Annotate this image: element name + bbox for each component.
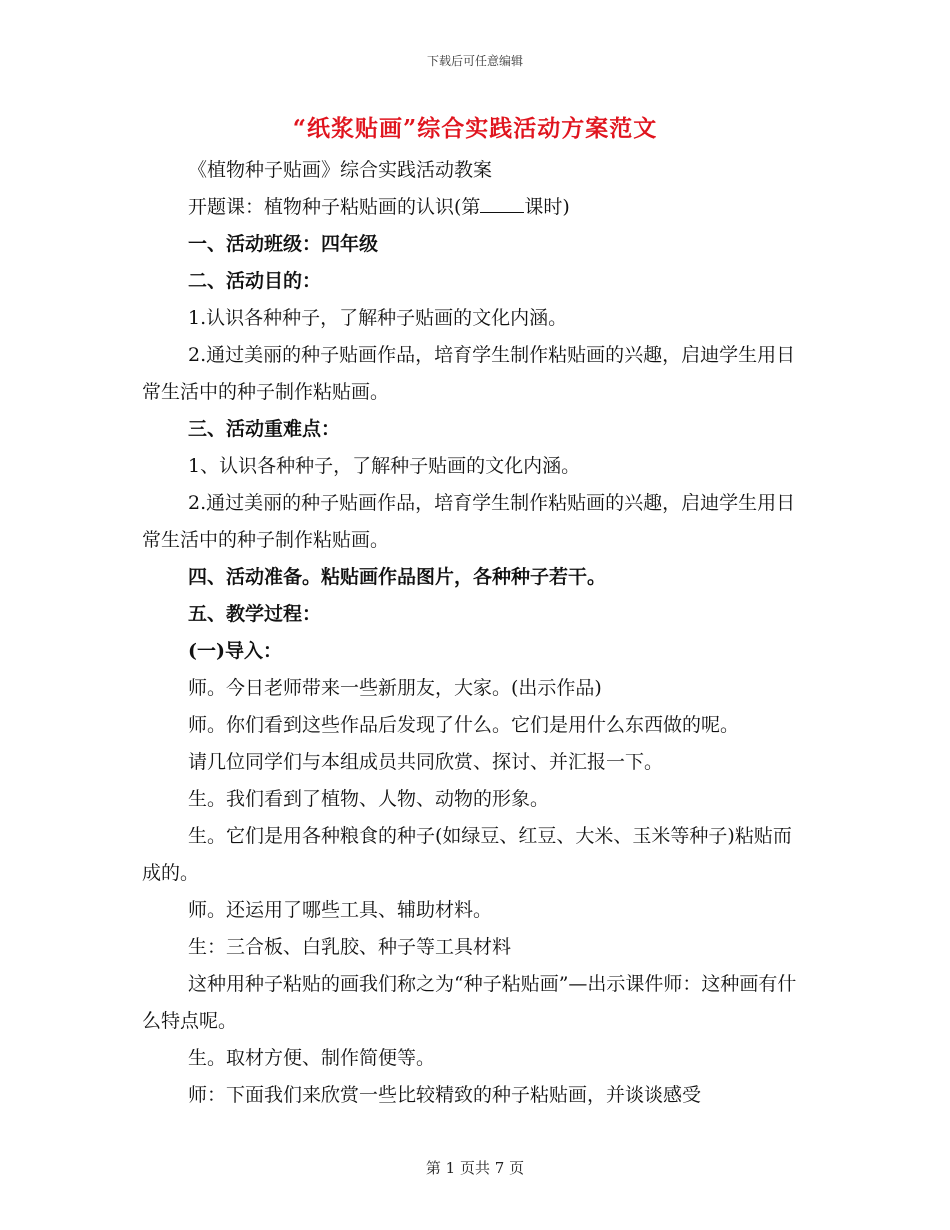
paragraph-d8: 这种用种子粘贴的画我们称之为“种子粘贴画”—出示课件师：这种画有什么特点呢。 xyxy=(142,973,797,1032)
paragraph-g1: 1.认识各种种子，了解种子贴画的文化内涵。 xyxy=(188,307,568,329)
page-footer: 第 1 页共 7 页 xyxy=(425,1159,525,1177)
paragraph-d1: 师。今日老师带来一些新朋友，大家。(出示作品) xyxy=(188,677,602,699)
lesson-number-blank xyxy=(480,194,524,213)
document-body xyxy=(142,152,822,1114)
paragraph-d4: 生。我们看到了植物、人物、动物的形象。 xyxy=(188,788,550,810)
paragraph-d6: 师。还运用了哪些工具、辅助材料。 xyxy=(188,899,493,921)
lesson-plan-subtitle: 《植物种子贴画》综合实践活动教案 xyxy=(188,159,493,181)
opening-text-after: 课时) xyxy=(524,196,570,218)
page-header: 下载后可任意编辑 xyxy=(426,54,523,68)
paragraph-d5: 生。它们是用各种粮食的种子(如绿豆、红豆、大米、玉米等种子)粘贴而成的。 xyxy=(142,825,792,884)
document-title: “纸浆贴画”综合实践活动方案范文 xyxy=(292,115,658,142)
paragraph-s2: 二、活动目的： xyxy=(188,270,322,292)
paragraph-s3: 三、活动重难点： xyxy=(188,418,341,440)
opening-lesson-line xyxy=(142,189,822,226)
paragraph-s4: 四、活动准备。粘贴画作品图片，各种种子若干。 xyxy=(188,566,607,588)
paragraph-s5: 五、教学过程： xyxy=(188,603,322,625)
paragraph-k2: 2.通过美丽的种子贴画作品，培育学生制作粘贴画的兴趣，启迪学生用日常生活中的种子制作粘贴画。 xyxy=(142,492,796,551)
paragraph-d2: 师。你们看到这些作品后发现了什么。它们是用什么东西做的呢。 xyxy=(188,714,740,736)
body-paragraphs xyxy=(142,226,822,1114)
paragraph-g2: 2.通过美丽的种子贴画作品，培育学生制作粘贴画的兴趣，启迪学生用日常生活中的种子制作粘贴画。 xyxy=(142,344,796,403)
paragraph-d9: 生。取材方便、制作简便等。 xyxy=(188,1047,436,1069)
opening-text-before: 开题课：植物种子粘贴画的认识(第 xyxy=(188,196,481,218)
paragraph-s6: (一)导入： xyxy=(188,640,282,662)
paragraph-d3: 请几位同学们与本组成员共同欣赏、探讨、并汇报一下。 xyxy=(188,751,664,773)
paragraph-d7: 生：三合板、白乳胶、种子等工具材料 xyxy=(188,936,512,958)
paragraph-d10: 师：下面我们来欣赏一些比较精致的种子粘贴画，并谈谈感受 xyxy=(188,1084,702,1106)
paragraph-s1: 一、活动班级：四年级 xyxy=(188,233,379,255)
paragraph-k1: 1、认识各种种子，了解种子贴画的文化内涵。 xyxy=(188,455,581,477)
